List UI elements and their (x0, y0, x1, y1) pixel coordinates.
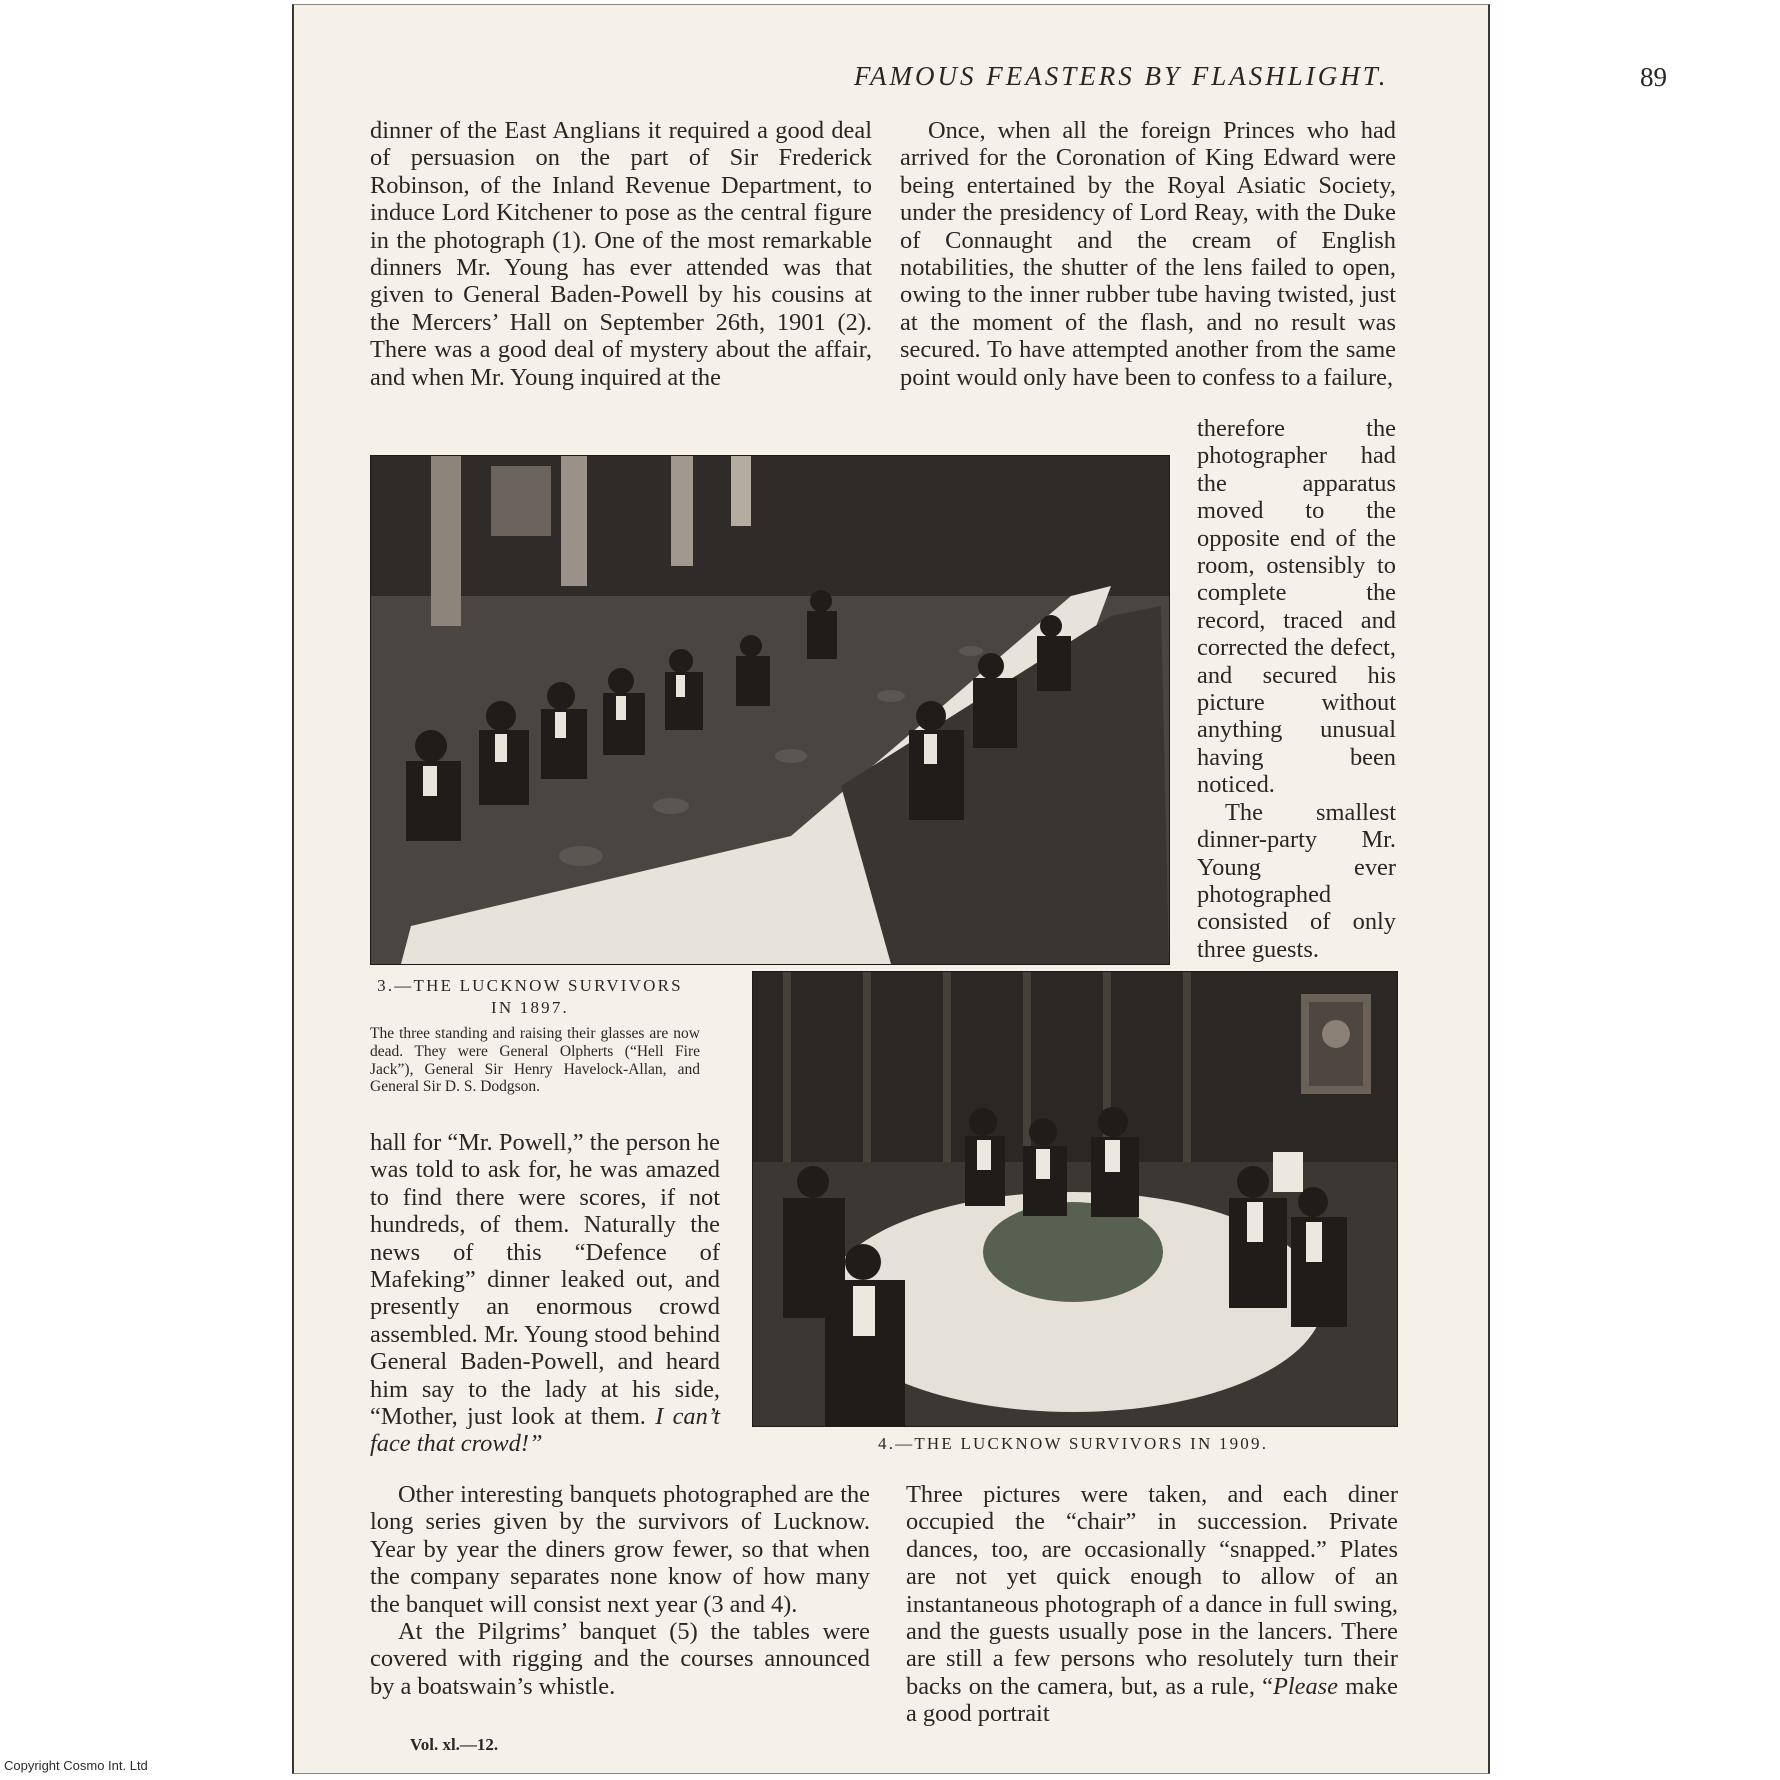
photo-lucknow-survivors-1897 (370, 455, 1170, 965)
italic-quote: I can’t face that crowd!” (370, 1403, 720, 1458)
right-column-top (900, 117, 1396, 391)
paragraph: dinner of the East Anglians it required a good deal of persuasion on the part of Sir Frederick Robinson, of the Inland Revenue Department, to induce Lord Kitchener to pose as the central figure in the photograph (1). One of the most remarkable dinners Mr. Young has ever attended was that given to General Baden-Powell by his cousins at the Mercers’ Hall on September 26th, 1901 (2). There was a good deal of mystery about the affair, and when Mr. Young inquired at the (370, 117, 872, 391)
paragraph-tail: make a good portrait (906, 1672, 1399, 1728)
figure-3-caption-body: The three standing and raising their glasses are now dead. They were General Olpherts (“Hell Fire Jack”), General Sir Henry Havelock-Allan, and General Sir D. S. Dodgson. (370, 1025, 700, 1096)
left-column-bottom (370, 1481, 870, 1700)
figure-4-caption-title: 4.—THE LUCKNOW SURVIVORS IN 1909. (878, 1434, 1269, 1453)
right-column-bottom (906, 1481, 1398, 1728)
volume-folio: Vol. xl.—12. (410, 1735, 499, 1754)
page-number: 89 (1640, 62, 1667, 92)
paragraph-text: hall for “Mr. Powell,” the person he was told to ask for, he was amazed to find there were scores, if not hundreds, of them. Naturally the news of this “Defence of Mafeking” dinner leaked out, and presently an enormous crowd assembled. Mr. Young stood behind General Baden-Powell, and heard him say to the lady at his side, “Mother, just look at them. (370, 1129, 720, 1431)
left-column-middle (370, 1129, 720, 1458)
paragraph: Once, when all the foreign Princes who had arrived for the Coronation of King Edward were being entertained by the Royal Asiatic Society, under the presidency of Lord Reay, with the Duke of Connaught and the cream of English notabilities, the shutter of the lens failed to open, owing to the inner rubber tube having twisted, just at the moment of the flash, and no result was secured. To have attempted another from the same point would only have been to confess to a failure, (900, 117, 1396, 391)
paragraph-text: Three pictures were taken, and each diner occupied the “chair” in succession. Private dances, too, are occasionally “snapped.” Plates are not yet quick enough to allow of an instantaneous photograph of a dance in full swing, and the guests usually pose in the lancers. There are still a few persons who resolutely turn their backs on the camera, but, as a rule, “ (906, 1481, 1398, 1700)
copyright-notice: Copyright Cosmo Int. Ltd (4, 1758, 148, 1773)
paragraph (906, 1481, 1398, 1728)
paragraph: therefore the photographer had the apparatus moved to the opposite end of the room, ostensibly to complete the record, traced and corrected the defect, and secured his picture without anything unusual having been noticed. (1197, 415, 1396, 799)
right-narrow-column (1197, 415, 1396, 963)
paragraph: Other interesting banquets photographed are the long series given by the survivors of Lucknow. Year by year the diners grow fewer, so that when the company separates none know of how many the banquet will consist next year (3 and 4). (370, 1481, 870, 1618)
paragraph: At the Pilgrims’ banquet (5) the tables were covered with rigging and the courses announced by a boatswain’s whistle. (370, 1618, 870, 1700)
paragraph (370, 1129, 720, 1458)
running-head: FAMOUS FEASTERS BY FLASHLIGHT. (854, 61, 1389, 91)
left-column-top (370, 117, 872, 391)
banquet-photo-illustration (753, 972, 1397, 1426)
paragraph: The smallest dinner-party Mr. Young ever photographed consisted of only three guests. (1197, 798, 1396, 963)
magazine-page (292, 4, 1667, 1774)
photo-lucknow-survivors-1909 (752, 971, 1398, 1427)
figure-3-caption-title: 3.—THE LUCKNOW SURVIVORS IN 1897. (377, 976, 683, 1017)
banquet-photo-illustration (371, 456, 1169, 964)
italic-word: Please (1272, 1672, 1338, 1700)
